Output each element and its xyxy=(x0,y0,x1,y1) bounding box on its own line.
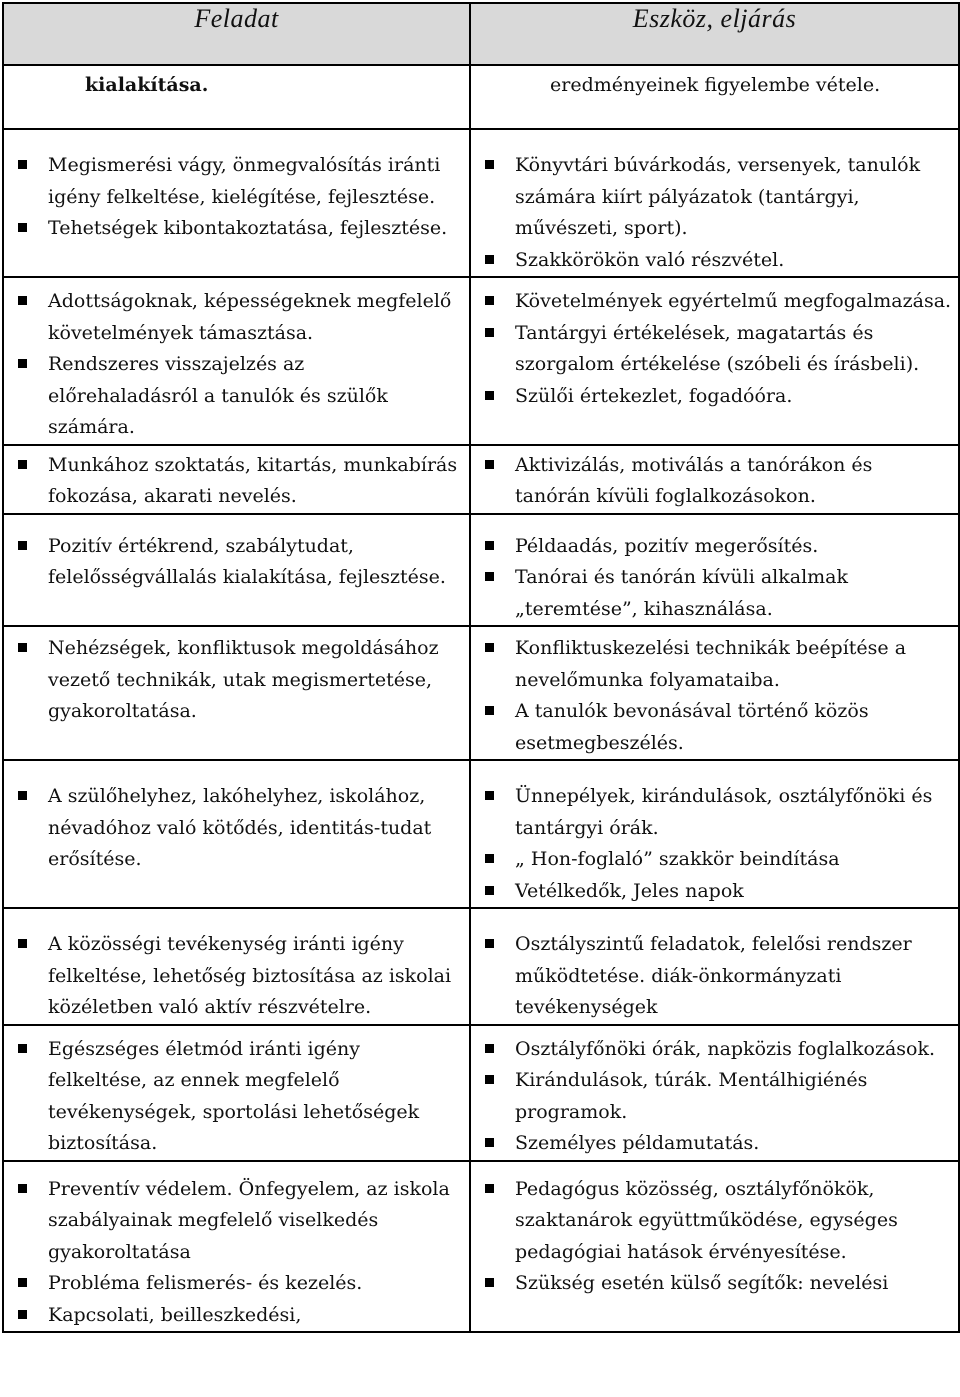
right-bullet-list xyxy=(511,1034,952,1160)
square-bullet-icon xyxy=(18,160,27,169)
right-bullet-text: Ünnepélyek, kirándulások, osztályfőnöki és tantárgyi órák. xyxy=(515,785,933,839)
continuation-left-text: kialakítása. xyxy=(85,74,209,96)
table-row xyxy=(3,1025,959,1161)
right-bullet-item xyxy=(473,450,952,513)
table-row xyxy=(3,908,959,1025)
square-bullet-icon xyxy=(485,328,494,337)
square-bullet-icon xyxy=(18,643,27,652)
right-bullet-text: Pedagógus közösség, osztályfőnökök, szaktanárok együttműködése, egységes pedagógiai hatások érvényesítése. xyxy=(515,1177,898,1263)
left-bullet-item xyxy=(6,286,459,349)
method-cell xyxy=(470,626,959,760)
right-bullet-item xyxy=(473,381,952,413)
right-bullet-list xyxy=(511,150,952,276)
right-bullet-item xyxy=(473,844,952,876)
right-bullet-text: Konfliktuskezelési technikák beépítése a nevelőmunka folyamataiba. xyxy=(515,637,907,691)
square-bullet-icon xyxy=(485,1138,494,1147)
method-cell xyxy=(470,277,959,445)
right-bullet-text: Aktivizálás, motiválás a tanórákon és tanórán kívüli foglalkozásokon. xyxy=(515,453,873,507)
right-bullet-item xyxy=(473,633,952,696)
right-bullet-item xyxy=(473,286,952,318)
square-bullet-icon xyxy=(485,886,494,895)
square-bullet-icon xyxy=(485,255,494,264)
square-bullet-icon xyxy=(485,572,494,581)
left-bullet-list xyxy=(44,150,459,245)
left-bullet-text: Munkához szoktatás, kitartás, munkabírás fokozása, akarati nevelés. xyxy=(48,453,458,507)
right-bullet-list xyxy=(511,1174,952,1300)
right-bullet-list xyxy=(511,286,952,412)
right-bullet-text: Példaadás, pozitív megerősítés. xyxy=(515,534,819,557)
right-bullet-item xyxy=(473,696,952,759)
left-bullet-text: Egészséges életmód iránti igény felkeltése, az ennek megfelelő tevékenységek, sportolási lehetőségek biztosítása. xyxy=(48,1037,420,1154)
task-cell xyxy=(3,514,470,627)
table-row xyxy=(3,514,959,627)
square-bullet-icon xyxy=(485,460,494,469)
left-bullet-text: Rendszeres visszajelzés az előrehaladásról a tanulók és szülők számára. xyxy=(48,353,388,438)
square-bullet-icon xyxy=(18,541,27,550)
square-bullet-icon xyxy=(485,1184,494,1193)
left-bullet-text: Kapcsolati, beilleszkedési, xyxy=(48,1303,302,1326)
left-bullet-item xyxy=(6,349,459,444)
left-bullet-text: A közösségi tevékenység iránti igény felkeltése, lehetőség biztosítása az iskolai közéletben való aktív részvételre. xyxy=(48,933,452,1018)
left-bullet-text: Megismerési vágy, önmegvalósítás iránti igény felkeltése, kielégítése, fejlesztése. xyxy=(48,154,441,208)
square-bullet-icon xyxy=(485,1044,494,1053)
right-bullet-item xyxy=(473,876,952,908)
right-bullet-text: Szükség esetén külső segítők: nevelési xyxy=(515,1272,889,1294)
right-bullet-item xyxy=(473,318,952,381)
task-cell xyxy=(3,445,470,514)
header-eszkoz-eljaras: Eszköz, eljárás xyxy=(470,3,959,65)
right-bullet-text: Vetélkedők, Jeles napok xyxy=(515,879,744,902)
square-bullet-icon xyxy=(18,223,27,232)
continuation-right-text: eredményeinek figyelembe vétele. xyxy=(550,74,881,96)
right-bullet-item xyxy=(473,781,952,844)
left-bullet-item xyxy=(6,1268,459,1300)
task-cell xyxy=(3,277,470,445)
continuation-left-cell xyxy=(3,65,470,129)
left-bullet-item xyxy=(6,929,459,1024)
right-bullet-item xyxy=(473,562,952,625)
task-cell xyxy=(3,1025,470,1161)
square-bullet-icon xyxy=(18,359,27,368)
left-bullet-list xyxy=(44,531,459,594)
left-bullet-text: Tehetségek kibontakoztatása, fejlesztése. xyxy=(48,217,448,239)
square-bullet-icon xyxy=(18,939,27,948)
left-bullet-list xyxy=(44,1174,459,1332)
left-bullet-text: Preventív védelem. Önfegyelem, az iskola szabályainak megfelelő viselkedés gyakoroltatása xyxy=(48,1177,450,1263)
right-bullet-item xyxy=(473,245,952,277)
task-cell xyxy=(3,626,470,760)
right-bullet-item xyxy=(473,1065,952,1128)
right-bullet-text: Könyvtári búvárkodás, versenyek, tanulók számára kiírt pályázatok (tantárgyi, művészeti, sport). xyxy=(515,154,921,239)
method-cell xyxy=(470,760,959,908)
task-cell xyxy=(3,1161,470,1333)
right-bullet-list xyxy=(511,633,952,759)
right-bullet-text: Tanórai és tanórán kívüli alkalmak „teremtése”, kihasználása. xyxy=(515,566,849,620)
table-row xyxy=(3,129,959,277)
right-bullet-text: Szülői értekezlet, fogadóóra. xyxy=(515,384,793,407)
left-bullet-item xyxy=(6,150,459,213)
method-cell xyxy=(470,445,959,514)
left-bullet-item xyxy=(6,1300,459,1332)
square-bullet-icon xyxy=(18,791,27,800)
left-bullet-list xyxy=(44,929,459,1024)
header-row xyxy=(3,3,959,65)
right-bullet-item xyxy=(473,1174,952,1269)
left-bullet-item xyxy=(6,633,459,728)
right-bullet-item xyxy=(473,1268,952,1300)
right-bullet-text: A tanulók bevonásával történő közös esetmegbeszélés. xyxy=(515,700,869,754)
right-bullet-list xyxy=(511,531,952,626)
square-bullet-icon xyxy=(18,1310,27,1319)
right-bullet-item xyxy=(473,531,952,563)
square-bullet-icon xyxy=(485,296,494,305)
square-bullet-icon xyxy=(485,160,494,169)
left-bullet-item xyxy=(6,213,459,245)
table-row xyxy=(3,626,959,760)
left-bullet-item xyxy=(6,781,459,876)
square-bullet-icon xyxy=(485,1075,494,1084)
left-bullet-item xyxy=(6,1034,459,1160)
method-cell xyxy=(470,129,959,277)
square-bullet-icon xyxy=(485,541,494,550)
square-bullet-icon xyxy=(485,643,494,652)
square-bullet-icon xyxy=(485,854,494,863)
table-row xyxy=(3,277,959,445)
method-cell xyxy=(470,514,959,627)
right-bullet-item xyxy=(473,1034,952,1066)
right-bullet-text: Tantárgyi értékelések, magatartás és szorgalom értékelése (szóbeli és írásbeli). xyxy=(515,321,920,375)
method-cell xyxy=(470,908,959,1025)
left-bullet-text: Adottságoknak, képességeknek megfelelő követelmények támasztása. xyxy=(48,290,452,344)
left-bullet-item xyxy=(6,531,459,594)
task-cell xyxy=(3,129,470,277)
right-bullet-text: Követelmények egyértelmű megfogalmazása. xyxy=(515,290,952,312)
square-bullet-icon xyxy=(485,791,494,800)
left-bullet-item xyxy=(6,450,459,513)
right-bullet-list xyxy=(511,450,952,513)
square-bullet-icon xyxy=(18,460,27,469)
left-bullet-text: Pozitív értékrend, szabálytudat, felelősségvállalás kialakítása, fejlesztése. xyxy=(48,534,446,588)
header-feladat: Feladat xyxy=(3,3,470,65)
education-tasks-table xyxy=(2,2,960,1333)
right-bullet-item xyxy=(473,150,952,245)
left-bullet-list xyxy=(44,633,459,728)
left-bullet-list xyxy=(44,1034,459,1160)
right-bullet-text: Osztályszintű feladatok, felelősi rendszer működtetése. diák-önkormányzati tevékenységek xyxy=(515,933,912,1018)
right-bullet-text: Szakkörökön való részvétel. xyxy=(515,248,785,271)
left-bullet-list xyxy=(44,286,459,444)
table-row xyxy=(3,445,959,514)
square-bullet-icon xyxy=(485,1278,494,1287)
left-bullet-list xyxy=(44,781,459,876)
right-bullet-item xyxy=(473,1128,952,1160)
right-bullet-list xyxy=(511,929,952,1024)
right-bullet-text: „ Hon-foglaló” szakkör beindítása xyxy=(515,848,840,870)
right-bullet-list xyxy=(511,781,952,907)
square-bullet-icon xyxy=(18,1278,27,1287)
task-cell xyxy=(3,760,470,908)
square-bullet-icon xyxy=(485,939,494,948)
table-row xyxy=(3,1161,959,1333)
table-row xyxy=(3,760,959,908)
left-bullet-list xyxy=(44,450,459,513)
square-bullet-icon xyxy=(485,706,494,715)
right-bullet-text: Kirándulások, túrák. Mentálhigiénés programok. xyxy=(515,1069,868,1123)
left-bullet-text: A szülőhelyhez, lakóhelyhez, iskolához, névadóhoz való kötődés, identitás-tudat erősítése. xyxy=(48,785,432,870)
left-bullet-text: Nehézségek, konfliktusok megoldásához vezető technikák, utak megismertetése, gyakoroltatása. xyxy=(48,637,439,722)
square-bullet-icon xyxy=(485,391,494,400)
method-cell xyxy=(470,1025,959,1161)
left-bullet-item xyxy=(6,1174,459,1269)
continuation-row xyxy=(3,65,959,129)
method-cell xyxy=(470,1161,959,1333)
right-bullet-text: Osztályfőnöki órák, napközis foglalkozások. xyxy=(515,1037,936,1060)
square-bullet-icon xyxy=(18,1184,27,1193)
left-bullet-text: Probléma felismerés- és kezelés. xyxy=(48,1272,363,1294)
right-bullet-text: Személyes példamutatás. xyxy=(515,1132,760,1154)
square-bullet-icon xyxy=(18,296,27,305)
task-cell xyxy=(3,908,470,1025)
right-bullet-item xyxy=(473,929,952,1024)
continuation-right-cell xyxy=(470,65,959,129)
square-bullet-icon xyxy=(18,1044,27,1053)
